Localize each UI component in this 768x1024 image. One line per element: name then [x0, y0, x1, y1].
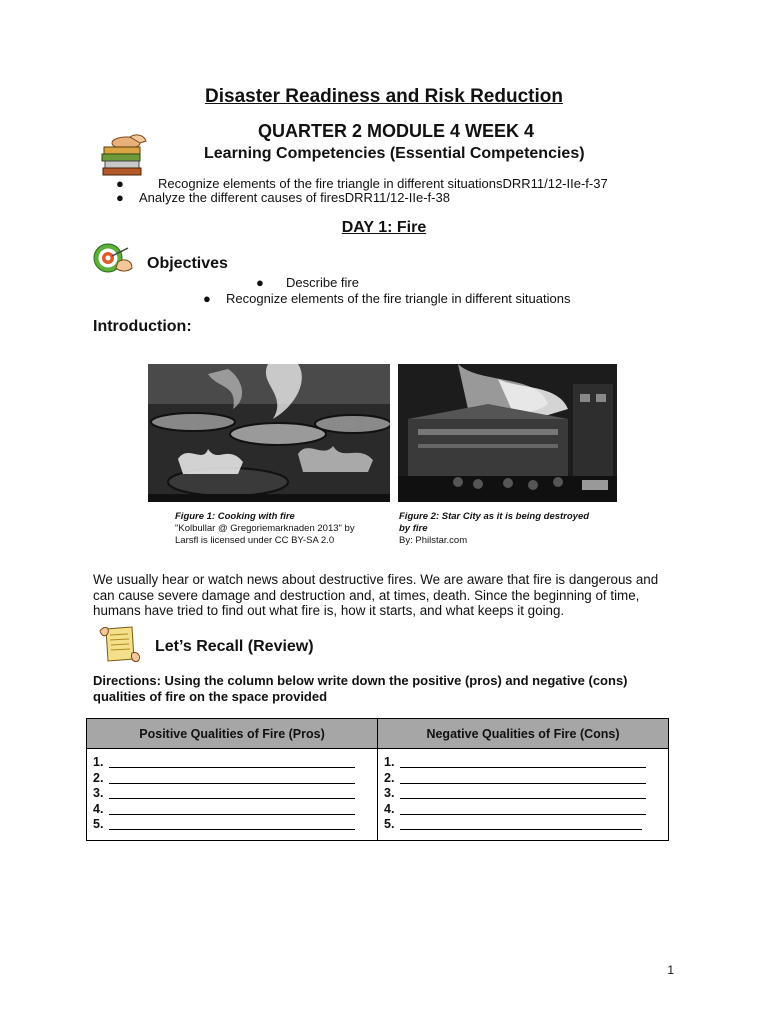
answer-blank[interactable] [400, 818, 642, 830]
page-number: 1 [667, 963, 674, 977]
answer-blank[interactable] [109, 756, 355, 768]
answer-blank[interactable] [400, 803, 646, 815]
answer-blank[interactable] [109, 803, 355, 815]
figure-1-title: Figure 1: Cooking with fire [175, 511, 295, 522]
figure-2-credit: By: Philstar.com [399, 535, 468, 546]
introduction-paragraph: We usually hear or watch news about destructive fires. We are aware that fire is dangerous and can cause severe damage and destruction and, at times, death. Since the beginning of time, humans have tried to find out what fire is, how it starts, and what keeps it going. [93, 572, 659, 618]
cons-column [378, 749, 669, 841]
objective-text: Recognize elements of the fire triangle in different situations [226, 291, 571, 306]
answer-blank[interactable] [400, 787, 646, 799]
figure-1-credit: "Kolbullar @ Gregoriemarknaden 2013" by [175, 523, 355, 534]
bullet-icon: ● [116, 190, 124, 205]
answer-blank[interactable] [109, 787, 355, 799]
document-title: Disaster Readiness and Risk Reduction [205, 86, 563, 107]
pros-line-2[interactable]: 2. [93, 771, 377, 787]
competency-text: Analyze the different causes of firesDRR11/12-IIe-f-38 [139, 190, 450, 205]
competency-text: Recognize elements of the fire triangle in different situationsDRR11/12-IIe-f-37 [158, 176, 608, 191]
cons-line-5[interactable]: 5. [384, 817, 668, 833]
cons-line-4[interactable]: 4. [384, 802, 668, 818]
cons-header: Negative Qualities of Fire (Cons) [378, 719, 669, 749]
pros-line-1[interactable]: 1. [93, 755, 377, 771]
figure-1-credit: Larsfl is licensed under CC BY-SA 2.0 [175, 535, 335, 546]
figure-1-photo [148, 364, 390, 502]
answer-blank[interactable] [400, 756, 646, 768]
pros-line-3[interactable]: 3. [93, 786, 377, 802]
directions-text: Directions: Using the column below write down the positive (pros) and negative (cons) qualities of fire on the space provided [93, 673, 628, 704]
objective-item [203, 291, 663, 307]
bullet-icon: ● [116, 176, 124, 191]
competency-item [116, 190, 676, 206]
objective-item [256, 275, 556, 291]
recall-title: Let’s Recall (Review) [155, 638, 314, 655]
day-title: DAY 1: Fire [341, 219, 427, 236]
pros-line-4[interactable]: 4. [93, 802, 377, 818]
cons-line-2[interactable]: 2. [384, 771, 668, 787]
figure-1-caption [175, 511, 390, 547]
figure-2-caption [399, 511, 624, 547]
module-title: QUARTER 2 MODULE 4 WEEK 4 [258, 121, 535, 141]
competencies-title: Learning Competencies (Essential Competencies) [204, 145, 585, 162]
figure-2-title: by fire [399, 523, 428, 534]
figure-2-title: Figure 2: Star City as it is being destroyed [399, 511, 590, 522]
figure-2-photo [398, 364, 617, 502]
pros-column [87, 749, 378, 841]
introduction-title: Introduction: [93, 318, 192, 335]
books-icon [100, 133, 148, 177]
cons-line-3[interactable]: 3. [384, 786, 668, 802]
bullet-icon: ● [203, 291, 211, 306]
bullet-icon: ● [256, 275, 264, 290]
answer-blank[interactable] [109, 818, 355, 830]
answer-blank[interactable] [109, 772, 355, 784]
cons-line-1[interactable]: 1. [384, 755, 668, 771]
pros-header: Positive Qualities of Fire (Pros) [87, 719, 378, 749]
objectives-title: Objectives [147, 255, 228, 272]
qualities-table [86, 718, 669, 841]
scroll-icon [98, 623, 144, 665]
target-icon [92, 240, 134, 278]
objective-text: Describe fire [286, 275, 359, 290]
answer-blank[interactable] [400, 772, 646, 784]
pros-line-5[interactable]: 5. [93, 817, 377, 833]
